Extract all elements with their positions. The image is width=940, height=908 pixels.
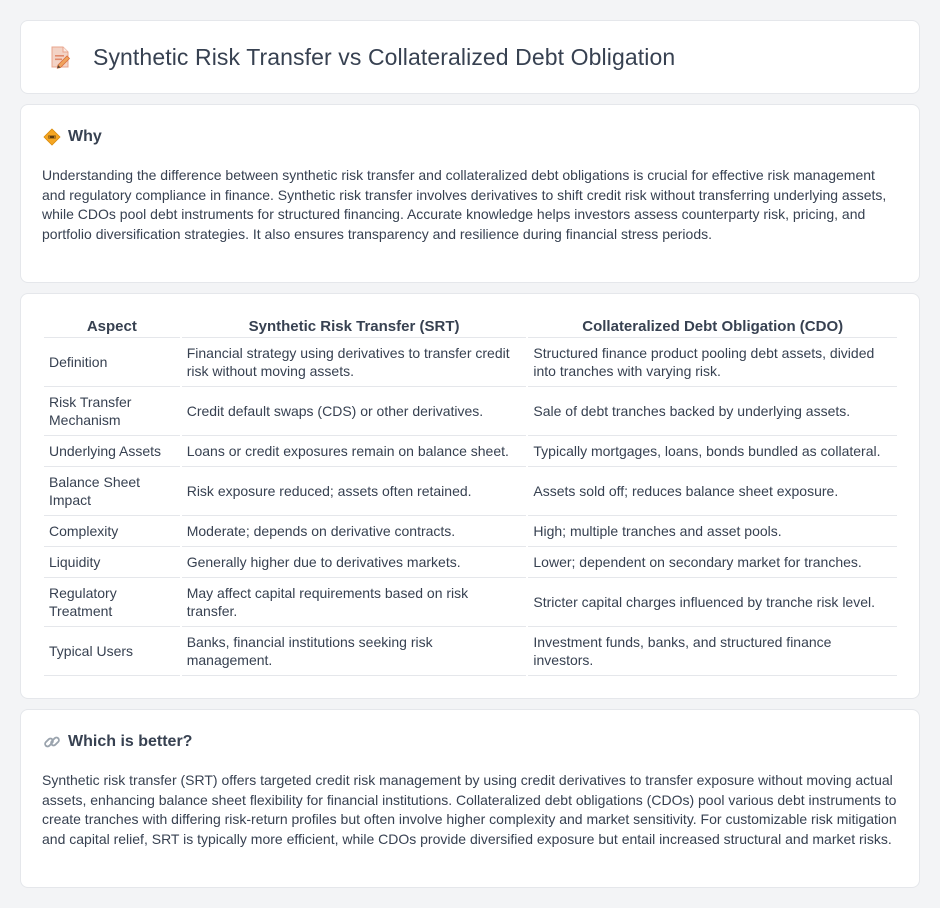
srt-cell: Moderate; depends on derivative contracts. (182, 516, 527, 547)
srt-cell: Loans or credit exposures remain on balance sheet. (182, 436, 527, 467)
cdo-cell: Stricter capital charges influenced by tranche risk level. (528, 578, 897, 627)
table-row (44, 547, 897, 578)
aspect-cell: Risk Transfer Mechanism (44, 387, 180, 436)
cdo-cell: Structured finance product pooling debt assets, divided into tranches with varying risk. (528, 338, 897, 387)
aspect-cell: Complexity (44, 516, 180, 547)
table-header-row (44, 316, 897, 338)
header-cdo: Collateralized Debt Obligation (CDO) (528, 316, 897, 338)
cdo-cell: Assets sold off; reduces balance sheet exposure. (528, 467, 897, 516)
table-row (44, 516, 897, 547)
header-aspect: Aspect (44, 316, 180, 338)
srt-cell: Banks, financial institutions seeking risk management. (182, 627, 527, 676)
diamond-sign-icon (43, 128, 61, 146)
srt-cell: May affect capital requirements based on risk transfer. (182, 578, 527, 627)
srt-cell: Generally higher due to derivatives markets. (182, 547, 527, 578)
aspect-cell: Typical Users (44, 627, 180, 676)
cdo-cell: Typically mortgages, loans, bonds bundled as collateral. (528, 436, 897, 467)
table-row (44, 467, 897, 516)
table-row (44, 338, 897, 387)
why-section (20, 104, 920, 283)
which-is-better-section (20, 709, 920, 888)
cdo-cell: Sale of debt tranches backed by underlying assets. (528, 387, 897, 436)
table-row (44, 578, 897, 627)
table-row (44, 387, 897, 436)
page-title: Synthetic Risk Transfer vs Collateralized Debt Obligation (93, 43, 676, 70)
document-pencil-icon (47, 44, 73, 70)
link-icon (43, 733, 61, 751)
aspect-cell: Liquidity (44, 547, 180, 578)
better-text: Synthetic risk transfer (SRT) offers targeted credit risk management by using credit derivatives to transfer exposure without moving actual assets, enhancing balance sheet flexibility for financial institutions. Collateralized debt obligations (CDOs) pool various debt instruments to create tranches with differing risk-return profiles but often involve higher complexity and market sensitivity. For customizable risk mitigation and capital relief, SRT is typically more efficient, while CDOs provide diversified exposure but entail increased structural and market risks. (42, 772, 897, 847)
why-text: Understanding the difference between synthetic risk transfer and collateralized debt obligations is crucial for effective risk management and regulatory compliance in finance. Synthetic risk transfer involves derivatives to shift credit risk without transferring underlying assets, while CDOs pool debt instruments for structured financing. Accurate knowledge helps investors assess counterparty risk, pricing, and portfolio diversification strategies. It also ensures transparency and resilience during financial stress periods. (42, 167, 887, 242)
cdo-cell: High; multiple tranches and asset pools. (528, 516, 897, 547)
srt-cell: Risk exposure reduced; assets often retained. (182, 467, 527, 516)
table-row (44, 436, 897, 467)
header-srt: Synthetic Risk Transfer (SRT) (182, 316, 527, 338)
better-title: Which is better? (68, 733, 193, 750)
comparison-table (42, 316, 899, 676)
aspect-cell: Definition (44, 338, 180, 387)
table-row (44, 627, 897, 676)
cdo-cell: Investment funds, banks, and structured finance investors. (528, 627, 897, 676)
why-title: Why (68, 128, 102, 145)
aspect-cell: Underlying Assets (44, 436, 180, 467)
comparison-section (20, 293, 920, 699)
srt-cell: Credit default swaps (CDS) or other derivatives. (182, 387, 527, 436)
header-card (20, 20, 920, 94)
aspect-cell: Balance Sheet Impact (44, 467, 180, 516)
cdo-cell: Lower; dependent on secondary market for tranches. (528, 547, 897, 578)
srt-cell: Financial strategy using derivatives to transfer credit risk without moving assets. (182, 338, 527, 387)
aspect-cell: Regulatory Treatment (44, 578, 180, 627)
